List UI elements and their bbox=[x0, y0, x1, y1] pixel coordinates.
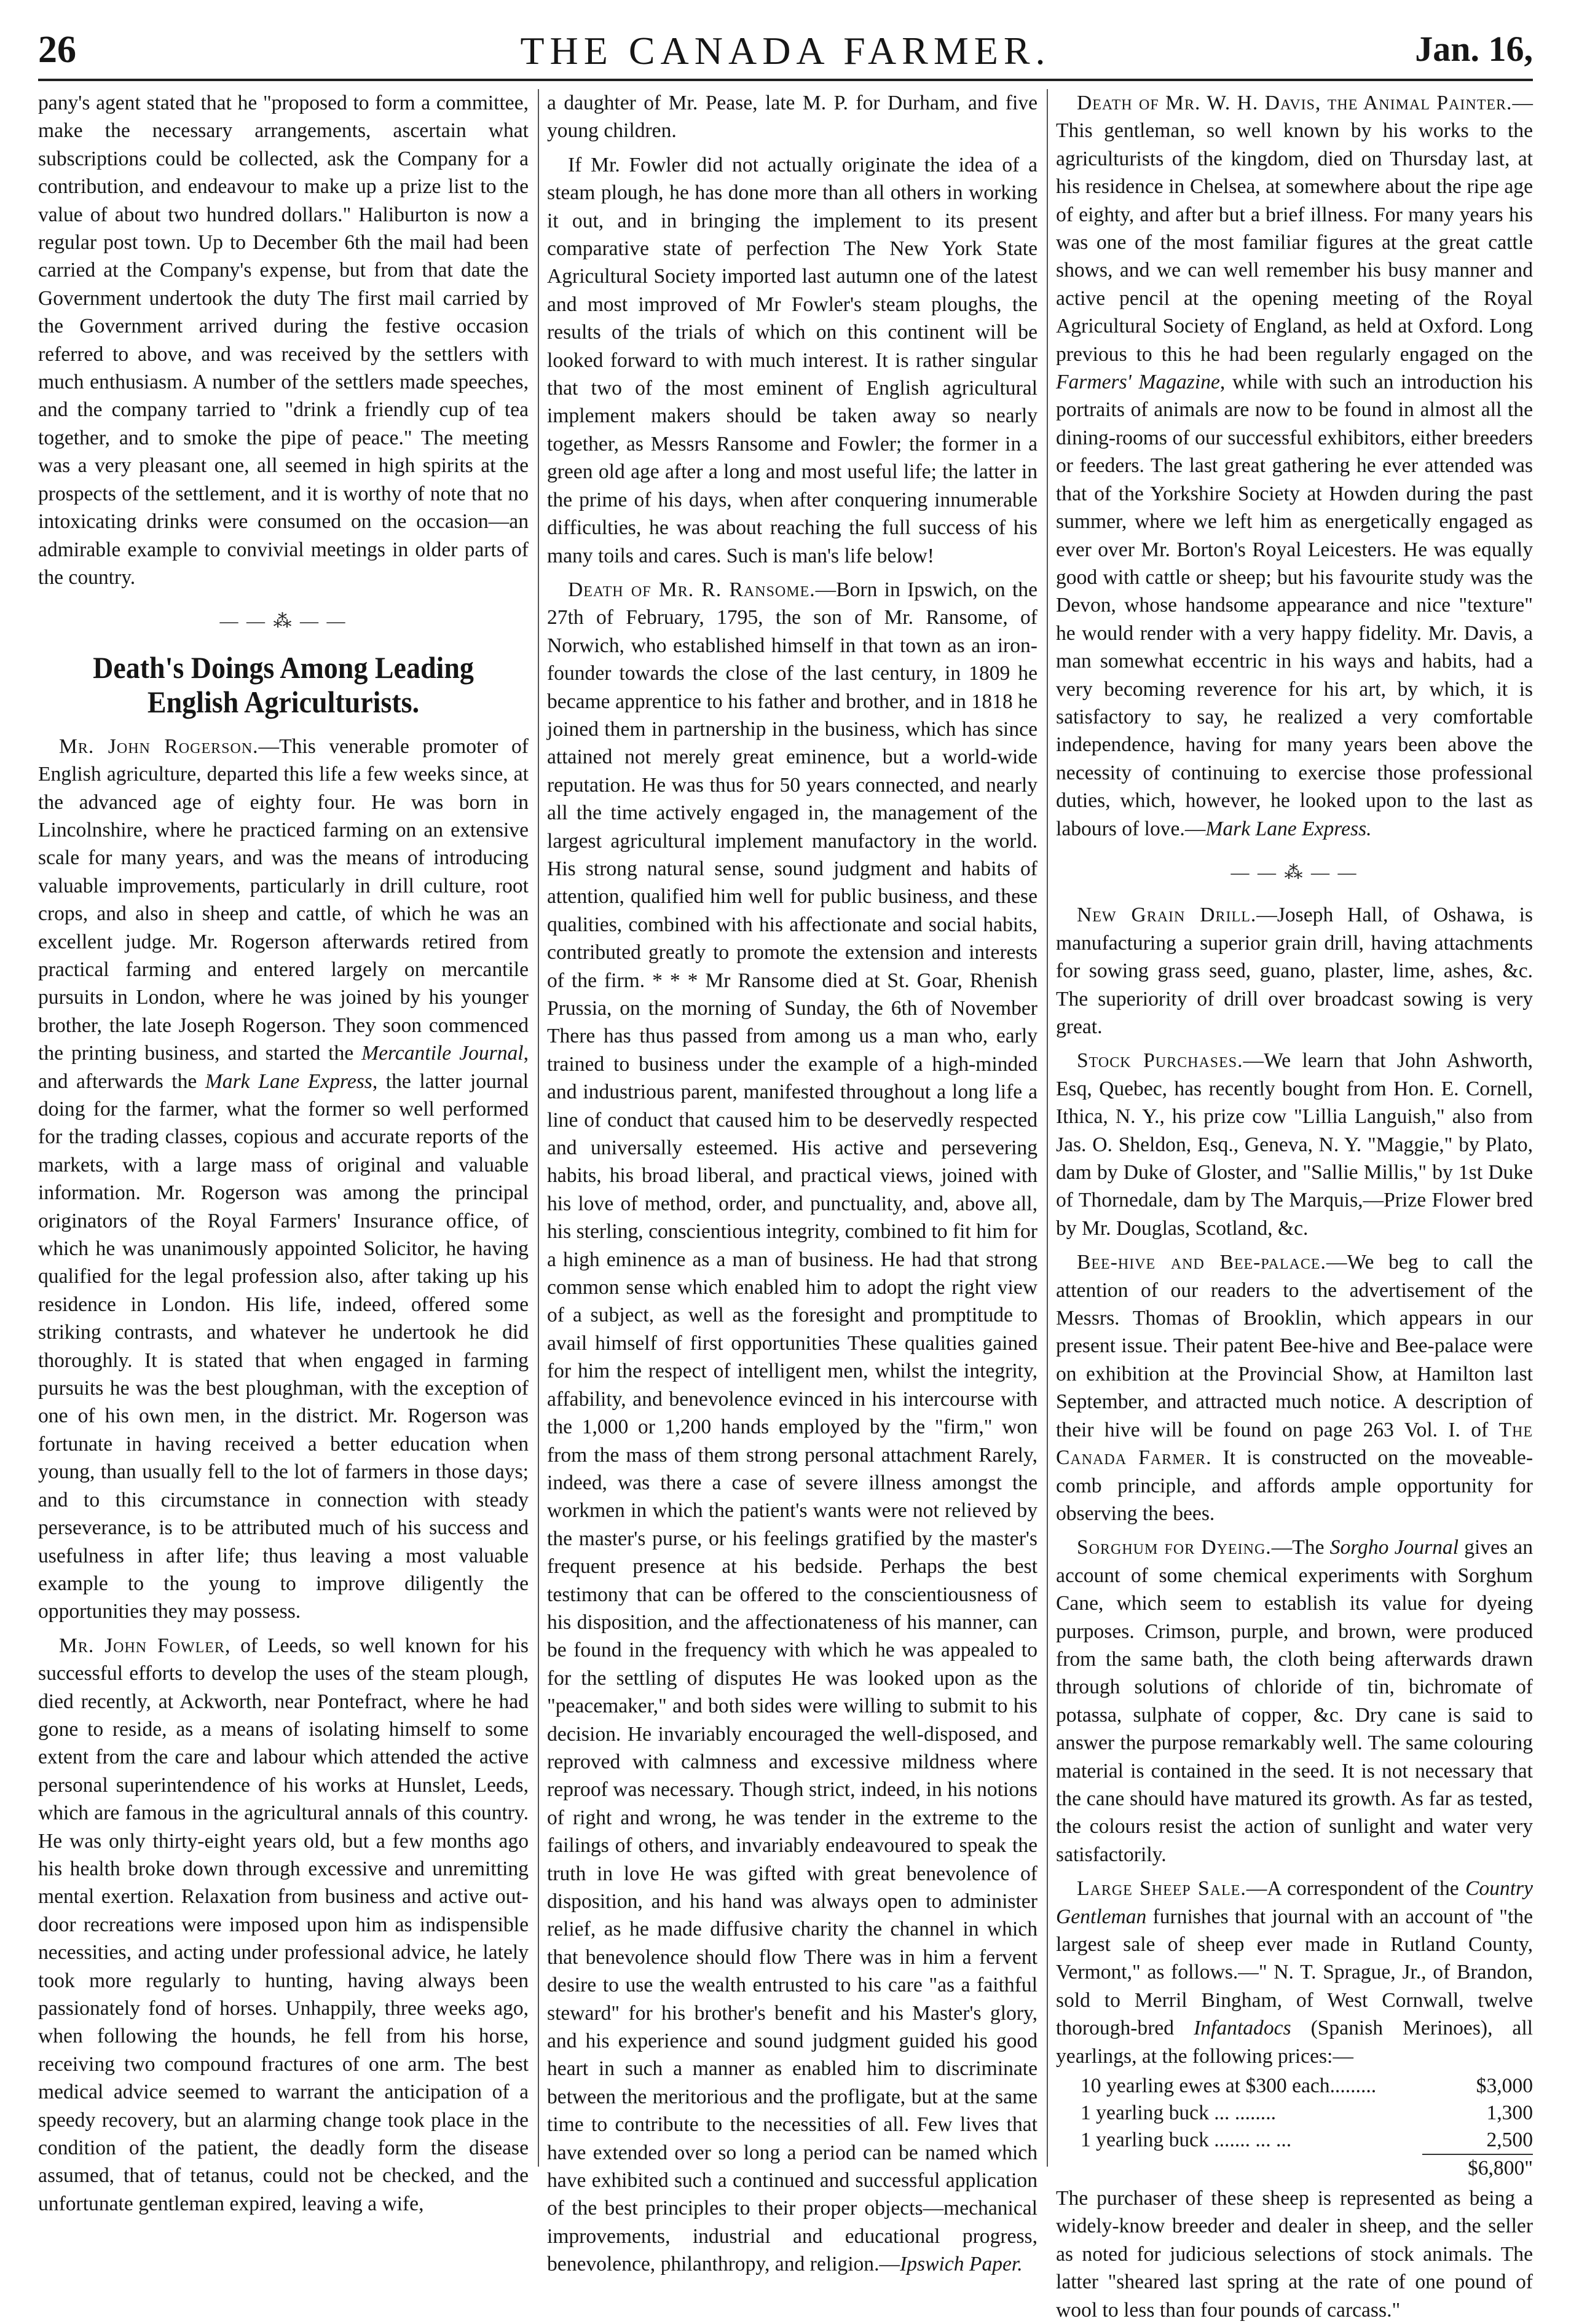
column-3 bbox=[1056, 89, 1534, 2322]
haliburton-article-end: pany's agent stated that he "proposed to form a committee, make the necessary arrangements, ascertain what subscriptions could be collected, ask the Company for a contribution, and endeavour to make up a prize list to the value of about two hundred dollars." Haliburton is now a regular post town. Up to December 6th the mail had been carried at the Company's expense, but from that date the Government undertook the duty The first mail carried by the Government arrived during the festive occasion referred to above, and was received by the settlers with much enthusiasm. A number of the settlers made speeches, and the company tarried to "drink a friendly cup of tea together, and to smoke the pipe of peace." The meeting was a very pleasant one, all seemed in high spirits at the prospects of the settlement, and it is worthy of note that no intoxicating drinks were consumed on the occasion—an admirable example to convivial meetings in older parts of the country. bbox=[38, 92, 529, 589]
item-heading: Stock Purchases. bbox=[1077, 1049, 1243, 1073]
davis-name: Death of Mr. W. H. Davis, the Animal Painter. bbox=[1077, 92, 1513, 114]
journal-title: Mercantile Journal bbox=[361, 1042, 524, 1065]
fowler-obituary: Mr. John Fowler, of Leeds, so well known for his successful efforts to develop the uses of the steam plough, died recently, at Ackworth, near Pontefract, where he had gone to reside, as a means of isolating himself to some extent from the care and labour which attended the active personal superintendence of his works at Hunslet, Leeds, which are famous in the agricultural annals of this country. He was only thirty-eight years old, but a few months ago his health broke down through excessive and unremitting mental exertion. Relaxation from business and active out-door recreations were imposed upon him as indispensible necessities, and acting under professional advice, he lately took more regularly to hunting, having always been passionately fond of horses. Unhappily, three weeks ago, when following the hounds, he fell from his horse, receiving two compound fractures of one arm. The best medical advice seemed to warrant the anticipation of a speedy recovery, but an alarming change took place in the condition of the patient, the deadly form the disease assumed, that of tetanus, could not be checked, and the unfortunate gentleman expired, leaving a wife, bbox=[38, 1634, 529, 2215]
stock-purchases-item: Stock Purchases.—We learn that John Ashworth, Esq, Quebec, has recently bought from Hon. E. Cornell, Ithica, N. Y., his prize cow "Lillia Languish," also from Jas. O. Sheldon, Esq., Geneva, N. Y. "Maggie," by Plato, dam by Duke of Gloster, and "Sallie Millis," by 1st Duke of Thornedale, dam by The Marquis,—Prize Flower bred by Mr. Douglas, Scotland, &c. bbox=[1056, 1049, 1533, 1240]
table-row: 1 yearling buck ... ........ 1,300 bbox=[1081, 2101, 1533, 2125]
sale-total: $6,800" bbox=[1422, 2154, 1533, 2182]
sorghum-item: Sorghum for Dyeing.—The Sorgho Journal gives an account of some chemical experiments with Sorghum Cane, which seem to establish its value for dyeing purposes. Crimson, purple, and brown, were produced from the same bath, the cloth being afterwards drawn through solutions of chloride of tin, bichromate of potassa, sulphate of copper, &c. Dry cane is said to answer the purpose remarkably well. The same colouring material is contained in the seed. It is not necessary that the cane should have matured its growth. As far as tested, the colours resist the action of sunlight and water very satisfactorily. bbox=[1056, 1536, 1533, 1866]
sale-price-table bbox=[1081, 2073, 1533, 2182]
sheep-sale-item: Large Sheep Sale.—A correspondent of the Country Gentleman furnishes that journal with an account of "the largest sale of sheep ever made in Rutland County, Vermont," as follows.—" N. T. Sprague, Jr., of Brandon, sold to Merril Bingham, of West Cornwall, twelve thorough-bred Infantadocs (Spanish Merinoes), all yearlings, at the following prices:— bbox=[1056, 1877, 1534, 2068]
column-rule bbox=[1047, 89, 1048, 2167]
journal-title: Country Gentleman bbox=[1056, 1877, 1534, 1928]
sheep-sale-closing: The purchaser of these sheep is represented as being a widely-know breeder and dealer in sheep, and the seller as noted for judicious selections of stock animals. The latter "sheared last spring at the rate of one pound of wool to less than four pounds of carcass." bbox=[1056, 2187, 1533, 2322]
ransome-obituary: Death of Mr. R. Ransome.—Born in Ipswich, on the 27th of February, 1795, the son of Mr. Ransome, of Norwich, who established himself in that town as an iron-founder towards the close of the last century, in 1809 he became apprentice to his father and brother, and in 1818 he joined them in partnership in the business, which has since attained not merely great eminence, but a world-wide reputation. He was thus for 50 years connected, and nearly all the time actively engaged in, the management of the largest agricultural implement manufactory in the world. His strong natural sense, sound judgment and habits of attention, qualified him well for public business, and these qualities, combined with his affectionate and social habits, contributed greatly to promote the extension and interests of the firm. * * * Mr Ransome died at St. Goar, Rhenish Prussia, on the morning of Sunday, the 6th of November There has thus passed from among us a man who, early trained to business under the example of a high-minded and industrious parent, manifested throughout a long life a line of conduct that caused him to be deservedly respected and universally esteemed. His active and persevering habits, his broad liberal, and practical views, joined with his love of method, order, and punctuality, and, above all, his sterling, conscientious integrity, combined to fit him for a high eminence as a man of business. He had that strong common sense which enabled him to adopt the right view of a subject, as well as the foresight and promptitude to avail himself of first opportunities These qualities gained for him the respect of intelligent men, whilst the integrity, affability, and benevolence evinced in his intercourse with the 1,000 or 1,200 hands employed by the "firm," won from the mass of them strong personal attachment Rarely, indeed, was there a case of severe illness amongst the workmen in which the patient's wants were not relieved by the master's purse, or his feelings gratified by the master's frequent presence at his bedside. Perhaps the best testimony that can be offered to the conscientiousness of his disposition, and the affectionateness of his manner, can be found in the frequency with which he was appealed to for the settling of disputes He was looked upon as the "peacemaker," and both sides were willing to submit to his decision. He invariably encouraged the well-disposed, and reproved with calmness and excessive mildness where reproof was necessary. Though strict, indeed, in his notions of right and wrong, he was tender in the extreme to the failings of others, and invariably endeavoured to speak the truth in love He was gifted with great benevolence of disposition, and his hand was always open to administer relief, as he made diffusive charity the channel in which that benevolence should flow There was in him a fervent desire to use the wealth entrusted to his care "as a faithful steward" for his brother's benefit and his Master's glory, and his experience and sound judgment guided his good heart in such a manner as enabled him to discriminate between the meritorious and the profligate, but at the same time to contribute to the necessities of all. Few lives that have extended over so long a period can be named which have exhibited such a continued and successful application of the best principles to their proper objects—mechanical improvements, industrial and educational progress, benevolence, philanthropy, and religion.—Ipswich Paper. bbox=[547, 578, 1037, 2276]
magazine-title: Farmers' Magazine bbox=[1056, 371, 1220, 394]
source-credit: Ipswich Paper. bbox=[900, 2253, 1023, 2276]
masthead bbox=[38, 25, 1533, 75]
rogerson-name: Mr. John Rogerson. bbox=[59, 735, 259, 758]
grain-drill-item: New Grain Drill.—Joseph Hall, of Oshawa, is manufacturing a superior grain drill, having attachments for sowing grass seed, guano, plaster, lime, ashes, &c. The superiority of drill over broadcast sowing is very great. bbox=[1056, 904, 1533, 1038]
fowler-steam-plough: If Mr. Fowler did not actually originate the idea of a steam plough, he has done more than all others in working it out, and in bringing the implement to its present comparative state of perfection The New York State Agricultural Society imported last autumn one of the latest and most improved of Mr Fowler's steam ploughs, the results of the trials of which on this continent will be looked forward to with much interest. It is rather singular that two of the most eminent of English agricultural implement makers should be taken away so nearly together, as Messrs Ransome and Fowler; the former in a green old age after a long and most useful life; the latter in the prime of his days, when after conquering innumerable difficulties, he was about reaching the full success of his many toils and cares. Such is man's life below! bbox=[547, 153, 1037, 567]
column-2 bbox=[547, 89, 1037, 2276]
journal-title: Mark Lane Express bbox=[205, 1069, 372, 1093]
item-heading: Large Sheep Sale. bbox=[1077, 1877, 1246, 1901]
table-row: 10 yearling ewes at $300 each......... $3,000 bbox=[1081, 2074, 1533, 2098]
ornament-divider: — — ⁂ — — bbox=[219, 611, 347, 632]
bee-hive-item: Bee-hive and Bee-palace.—We beg to call the attention of our readers to the advertisement of the Messrs. Thomas of Brooklin, which appears in our present issue. Their patent Bee-hive and Bee-palace were on exhibition at the Provincial Show, at Hamilton last September, and attracted much notice. A description of their hive will be found on page 263 Vol. I. of The Canada Farmer. It is constructed on the moveable-comb principle, and affords ample opportunity for observing the bees. bbox=[1056, 1251, 1534, 1525]
rogerson-obituary: Mr. John Rogerson.—This venerable promoter of English agriculture, departed this life a few weeks since, at the advanced age of eighty four. He was born in Lincolnshire, where he practiced farming on an extensive scale for many years, and was the means of introducing valuable improvements, particularly in drill culture, root crops, and also in sheep and cattle, of which he was an excellent judge. Mr. Rogerson afterwards retired from practical farming and entered largely on mercantile pursuits in London, where he was joined by his younger brother, the late Joseph Rogerson. They soon commenced the printing business, and started the Mercantile Journal, and afterwards the Mark Lane Express, the latter journal doing for the farmer, what the former so well performed for the trading classes, copious and accurate reports of the markets, with a large mass of original and valuable information. Mr. Rogerson was among the principal originators of the Royal Farmers' Insurance office, of which he was unanimously appointed Solicitor, he having qualified for the legal profession also, after taking up his residence in London. His life, indeed, offered some striking contrasts, and whatever he undertook he did thoroughly. It is stated that when engaged in farming pursuits he was the best ploughman, with the exception of one of his own men, in the district. Mr. Rogerson was fortunate in having received a better education when young, than usually fell to the lot of farmers in those days; and to this circumstance in connection with steady perseverance, is to be attributed much of his success and usefulness in after life; thus leaving a most valuable example to the young to improve diligently the opportunities they may possess. bbox=[38, 735, 529, 1623]
column-rule bbox=[538, 89, 539, 2167]
masthead-rule bbox=[38, 79, 1533, 81]
item-heading: Bee-hive and Bee-palace. bbox=[1077, 1251, 1326, 1274]
issue-date: Jan. 16, bbox=[1415, 29, 1533, 69]
source-credit: Mark Lane Express. bbox=[1205, 817, 1372, 840]
item-heading: New Grain Drill. bbox=[1077, 904, 1257, 927]
newspaper-title: THE CANADA FARMER. bbox=[520, 29, 1051, 73]
page-number: 26 bbox=[38, 29, 76, 71]
item-heading: Sorghum for Dyeing. bbox=[1077, 1536, 1272, 1559]
table-row: 1 yearling buck ....... ... ... 2,500 bbox=[1081, 2129, 1533, 2152]
journal-title: Sorgho Journal bbox=[1329, 1536, 1459, 1559]
fowler-obituary-continued: a daughter of Mr. Pease, late M. P. for Durham, and five young children. bbox=[547, 92, 1037, 143]
section-heading: Death's Doings Among Leading English Agriculturists. bbox=[93, 650, 474, 719]
breed-name: Infantadocs bbox=[1194, 2017, 1291, 2040]
fowler-name: Mr. John Fowler, bbox=[59, 1634, 231, 1657]
ransome-name: Death of Mr. R. Ransome. bbox=[568, 578, 816, 601]
column-1 bbox=[38, 89, 529, 2215]
publication-title: The Canada Farmer. bbox=[1056, 1418, 1533, 1470]
ornament-divider: — — ⁂ — — bbox=[1230, 862, 1358, 883]
davis-obituary: Death of Mr. W. H. Davis, the Animal Painter.—This gentleman, so well known by his works to the agriculturists of the kingdom, died on Thursday last, at his residence in Chelsea, at somewhere about the ripe age of eighty, and after but a brief illness. For many years his was one of the most familiar figures at the great cattle shows, and we can well remember his busy manner and active pencil at the opening meeting of the Royal Agricultural Society of England, as held at Oxford. Long previous to this he had been regularly engaged on the Farmers' Magazine, while with such an introduction his portraits of animals are now to be found in almost all the dining-rooms of our successful exhibitors, either breeders or feeders. The last great gathering he ever attended was that of the Yorkshire Society at Howden during the past summer, where we left him as energetically engaged as ever over Mr. Borton's Royal Leicesters. He was equally good with cattle or sheep; but his favourite study was the Devon, whose handsome appearance and nice "texture" he would render with a very happy fidelity. Mr. Davis, a man somewhat eccentric in his ways and habits, had a very becoming reverence for his art, by which, it is satisfactory to say, he realized a very comfortable independence, having for many years been above the necessity of continuing to exercise those professional duties, which, however, he looked upon to the last as labours of love.—Mark Lane Express. bbox=[1056, 92, 1533, 840]
